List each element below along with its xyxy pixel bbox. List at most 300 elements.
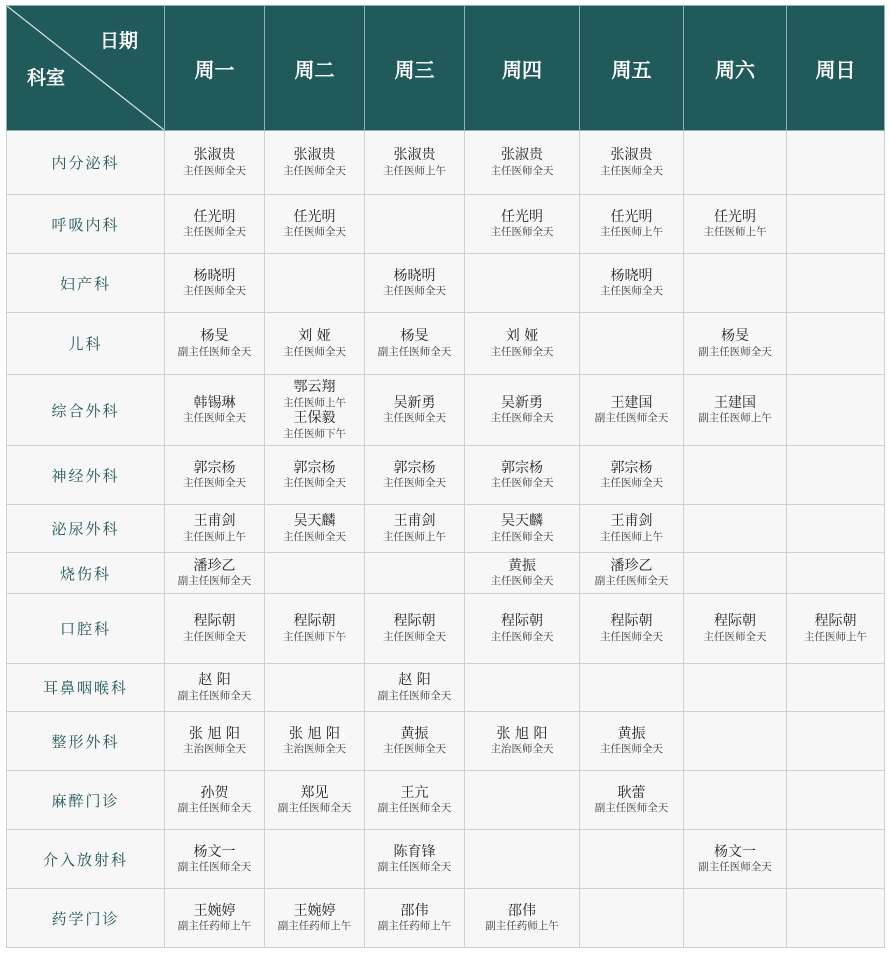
doctor-name: 赵 阳 — [198, 672, 231, 689]
doctor-name: 王建国 — [714, 394, 756, 411]
doctor-title-shift: 主任医师全天 — [383, 285, 446, 298]
doctor-title-shift: 副主任医师全天 — [594, 802, 669, 815]
doctor-name: 黄振 — [400, 725, 429, 742]
doctor-title-shift: 副主任医师全天 — [594, 412, 669, 425]
day-header-thu: 周四 — [465, 6, 580, 131]
doctor-title-shift: 副主任医师全天 — [277, 802, 352, 815]
schedule-cell — [580, 664, 684, 712]
schedule-cell — [787, 594, 885, 664]
doctor-name: 杨旻 — [400, 328, 429, 345]
day-header-mon: 周一 — [165, 6, 265, 131]
doctor-entry — [684, 328, 786, 359]
department-cell: 神经外科 — [7, 446, 165, 505]
date-axis-label: 日期 — [99, 30, 138, 52]
doctor-name: 程际朝 — [501, 613, 543, 630]
doctor-title-shift: 主任医师全天 — [383, 412, 446, 425]
schedule-cell — [465, 771, 580, 830]
doctor-name: 任光明 — [293, 208, 336, 225]
doctor-entry — [265, 785, 364, 816]
doctor-entry — [365, 613, 464, 644]
table-row — [7, 254, 885, 313]
doctor-name: 孙贺 — [200, 784, 229, 801]
doctor-entry — [684, 395, 786, 426]
schedule-cell — [165, 553, 265, 594]
department-cell: 药学门诊 — [7, 889, 165, 948]
doctor-name: 吴新勇 — [501, 394, 543, 411]
schedule-cell — [580, 254, 684, 313]
doctor-name: 张淑贵 — [293, 147, 336, 164]
schedule-cell — [265, 446, 365, 505]
doctor-name: 杨文一 — [193, 843, 236, 860]
doctor-entry — [465, 558, 579, 589]
schedule-cell — [465, 375, 580, 446]
schedule-cell — [684, 254, 787, 313]
department-cell: 口腔科 — [7, 594, 165, 664]
schedule-cell — [165, 131, 265, 195]
doctor-entry — [365, 903, 464, 934]
schedule-cell — [365, 830, 465, 889]
schedule-cell — [365, 594, 465, 664]
schedule-cell — [465, 446, 580, 505]
department-cell: 泌尿外科 — [7, 505, 165, 553]
doctor-title-shift: 副主任医师上午 — [698, 412, 772, 425]
doctor-name: 陈育锋 — [393, 843, 436, 860]
doctor-name: 王建国 — [610, 394, 653, 411]
doctor-entry — [165, 513, 264, 544]
doctor-title-shift: 主任医师全天 — [600, 630, 663, 643]
doctor-title-shift: 副主任医师全天 — [177, 861, 252, 874]
doctor-entry — [365, 726, 464, 757]
doctor-entry — [465, 395, 579, 426]
doctor-title-shift: 副主任医师全天 — [594, 575, 669, 588]
doctor-name: 张 旭 阳 — [189, 725, 240, 742]
schedule-cell — [165, 771, 265, 830]
doctor-name: 吴天麟 — [293, 513, 336, 530]
schedule-cell — [165, 889, 265, 948]
doctor-name: 程际朝 — [814, 613, 857, 630]
schedule-cell — [465, 830, 580, 889]
schedule-cell — [165, 375, 265, 446]
doctor-entry — [365, 328, 464, 359]
doctor-entry — [165, 558, 264, 589]
doctor-title-shift: 副主任医师全天 — [698, 861, 772, 874]
doctor-name: 郭宗杨 — [501, 459, 543, 476]
doctor-name: 张 旭 阳 — [496, 725, 548, 742]
doctor-name: 郭宗杨 — [610, 459, 653, 476]
doctor-entry — [265, 460, 364, 491]
schedule-cell — [365, 195, 465, 254]
doctor-entry — [365, 513, 464, 544]
schedule-cell — [787, 254, 885, 313]
schedule-cell — [365, 131, 465, 195]
doctor-name: 程际朝 — [293, 613, 336, 630]
department-cell: 烧伤科 — [7, 553, 165, 594]
department-cell: 内分泌科 — [7, 131, 165, 195]
department-cell: 整形外科 — [7, 712, 165, 771]
doctor-title-shift: 主任医师全天 — [490, 345, 554, 358]
doctor-title-shift: 主任医师上午 — [183, 530, 246, 543]
schedule-cell — [165, 712, 265, 771]
doctor-name: 程际朝 — [610, 613, 653, 630]
table-row — [7, 313, 885, 375]
department-cell: 妇产科 — [7, 254, 165, 313]
doctor-title-shift: 主任医师全天 — [490, 164, 554, 177]
schedule-cell — [265, 505, 365, 553]
doctor-entry — [465, 460, 579, 491]
schedule-cell — [684, 664, 787, 712]
schedule-cell — [365, 254, 465, 313]
doctor-title-shift: 主任医师全天 — [490, 412, 554, 425]
doctor-entry — [365, 268, 464, 299]
doctor-name: 王保毅 — [293, 410, 336, 426]
schedule-cell — [684, 195, 787, 254]
doctor-name: 潘珍乙 — [193, 557, 236, 574]
schedule-cell — [787, 446, 885, 505]
schedule-cell — [684, 889, 787, 948]
doctor-entry — [580, 460, 683, 491]
doctor-title-shift: 主任医师上午 — [283, 396, 346, 409]
doctor-title-shift: 主任医师上午 — [600, 530, 663, 543]
doctor-name: 任光明 — [610, 208, 653, 225]
doctor-entry — [787, 613, 884, 644]
schedule-cell — [365, 553, 465, 594]
doctor-entry — [580, 726, 683, 757]
doctor-title-shift: 主任医师全天 — [183, 164, 246, 177]
schedule-cell — [165, 195, 265, 254]
doctor-name: 任光明 — [714, 208, 756, 225]
doctor-title-shift: 副主任医师全天 — [377, 802, 452, 815]
schedule-cell — [365, 446, 465, 505]
department-axis-label: 科室 — [27, 67, 66, 89]
department-cell: 呼吸内科 — [7, 195, 165, 254]
doctor-entry — [465, 513, 579, 544]
doctor-title-shift: 副主任医师全天 — [177, 345, 252, 358]
doctor-name: 刘 娅 — [298, 328, 331, 345]
doctor-title-shift: 主任医师全天 — [600, 164, 663, 177]
doctor-entry — [265, 147, 364, 178]
department-cell: 儿科 — [7, 313, 165, 375]
doctor-entry — [465, 147, 579, 178]
schedule-cell — [580, 195, 684, 254]
schedule-cell — [465, 131, 580, 195]
doctor-title-shift: 主任医师全天 — [490, 226, 554, 239]
doctor-entry — [580, 785, 683, 816]
doctor-title-shift: 主任医师全天 — [703, 630, 767, 643]
doctor-entry — [365, 672, 464, 703]
doctor-entry — [165, 268, 264, 299]
schedule-cell — [684, 594, 787, 664]
doctor-title-shift: 副主任药师上午 — [177, 920, 252, 933]
doctor-entry — [580, 558, 683, 589]
doctor-name: 杨晓明 — [610, 267, 653, 284]
doctor-title-shift: 副主任医师全天 — [698, 345, 772, 358]
schedule-cell — [787, 830, 885, 889]
doctor-name: 张淑贵 — [393, 147, 436, 164]
doctor-entry — [265, 513, 364, 544]
schedule-cell — [684, 830, 787, 889]
doctor-entry — [684, 844, 786, 875]
schedule-cell — [265, 375, 365, 446]
schedule-cell — [165, 830, 265, 889]
schedule-cell — [365, 505, 465, 553]
doctor-name: 任光明 — [501, 208, 543, 225]
doctor-entry — [580, 513, 683, 544]
schedule-cell — [265, 712, 365, 771]
schedule-cell — [684, 313, 787, 375]
doctor-entry — [165, 785, 264, 816]
schedule-cell — [365, 664, 465, 712]
day-header-tue: 周二 — [265, 6, 365, 131]
table-row — [7, 664, 885, 712]
doctor-entry — [580, 395, 683, 426]
doctor-name: 郭宗杨 — [393, 459, 436, 476]
doctor-title-shift: 主任医师全天 — [183, 412, 246, 425]
schedule-cell — [165, 594, 265, 664]
schedule-cell — [684, 712, 787, 771]
doctor-entry — [465, 726, 579, 757]
doctor-entry — [365, 785, 464, 816]
department-cell: 综合外科 — [7, 375, 165, 446]
doctor-entry — [265, 726, 364, 757]
doctor-title-shift: 主任医师下午 — [283, 630, 346, 643]
schedule-cell — [580, 446, 684, 505]
schedule-cell — [465, 313, 580, 375]
doctor-name: 张淑贵 — [501, 147, 543, 164]
doctor-name: 鄂云翔 — [293, 379, 336, 396]
doctor-name: 杨旻 — [200, 328, 229, 345]
doctor-entry — [684, 613, 786, 644]
schedule-cell — [787, 553, 885, 594]
schedule-cell — [787, 131, 885, 195]
doctor-name: 张淑贵 — [193, 147, 236, 164]
doctor-name: 王婉婷 — [293, 902, 336, 919]
schedule-cell — [465, 553, 580, 594]
doctor-title-shift: 主任医师上午 — [703, 226, 767, 239]
doctor-name: 黄振 — [508, 557, 536, 574]
doctor-entry — [165, 844, 264, 875]
table-row — [7, 505, 885, 553]
schedule-cell — [165, 446, 265, 505]
schedule-cell — [265, 131, 365, 195]
schedule-cell — [684, 505, 787, 553]
doctor-title-shift: 主任医师全天 — [283, 477, 346, 490]
schedule-cell — [580, 889, 684, 948]
doctor-title-shift: 主任医师下午 — [283, 427, 346, 440]
schedule-cell — [265, 553, 365, 594]
table-row — [7, 889, 885, 948]
schedule-cell — [684, 553, 787, 594]
schedule-cell — [465, 594, 580, 664]
schedule-cell — [265, 889, 365, 948]
schedule-cell — [684, 446, 787, 505]
doctor-entry — [165, 209, 264, 240]
doctor-name: 程际朝 — [714, 613, 756, 630]
schedule-cell — [580, 594, 684, 664]
doctor-entry — [465, 613, 579, 644]
doctor-entry — [165, 613, 264, 644]
doctor-entry — [365, 395, 464, 426]
table-row — [7, 446, 885, 505]
doctor-title-shift: 主任医师全天 — [600, 285, 663, 298]
doctor-entry — [580, 268, 683, 299]
doctor-title-shift: 主任医师全天 — [183, 226, 246, 239]
doctor-title-shift: 主任医师全天 — [283, 226, 346, 239]
doctor-title-shift: 主任医师全天 — [283, 345, 346, 358]
doctor-name: 王亢 — [400, 784, 429, 801]
schedule-cell — [265, 830, 365, 889]
schedule-cell — [580, 830, 684, 889]
department-cell: 耳鼻咽喉科 — [7, 664, 165, 712]
doctor-name: 黄振 — [617, 725, 646, 742]
schedule-cell — [684, 375, 787, 446]
doctor-name: 王甫剑 — [610, 513, 653, 530]
doctor-entry — [580, 613, 683, 644]
schedule-cell — [787, 712, 885, 771]
schedule-cell — [580, 771, 684, 830]
doctor-title-shift: 主任医师上午 — [383, 164, 446, 177]
schedule-cell — [787, 771, 885, 830]
doctor-entry — [165, 672, 264, 703]
schedule-cell — [165, 664, 265, 712]
doctor-title-shift: 主治医师全天 — [283, 743, 346, 756]
doctor-title-shift: 主任医师全天 — [490, 477, 554, 490]
doctor-title-shift: 主任医师全天 — [490, 530, 554, 543]
doctor-entry — [265, 209, 364, 240]
schedule-cell — [787, 505, 885, 553]
doctor-name: 王甫剑 — [393, 513, 436, 530]
schedule-cell — [787, 664, 885, 712]
doctor-name: 郭宗杨 — [193, 459, 236, 476]
schedule-cell — [787, 313, 885, 375]
doctor-name: 赵 阳 — [398, 672, 431, 689]
schedule-cell — [365, 712, 465, 771]
doctor-entry — [365, 460, 464, 491]
doctor-title-shift: 副主任药师上午 — [277, 920, 352, 933]
schedule-cell — [465, 254, 580, 313]
schedule-cell — [465, 195, 580, 254]
schedule-cell — [787, 375, 885, 446]
doctor-title-shift: 主任医师全天 — [183, 285, 246, 298]
doctor-entry — [365, 844, 464, 875]
doctor-name: 韩锡琳 — [193, 394, 236, 411]
doctor-name: 程际朝 — [193, 613, 236, 630]
doctor-name: 王婉婷 — [193, 902, 236, 919]
table-row — [7, 553, 885, 594]
doctor-entry — [165, 903, 264, 934]
doctor-name: 刘 娅 — [505, 328, 539, 345]
table-row — [7, 375, 885, 446]
doctor-entry — [265, 903, 364, 934]
schedule-cell — [787, 195, 885, 254]
schedule-cell — [465, 712, 580, 771]
doctor-name: 郭宗杨 — [293, 459, 336, 476]
corner-header-cell — [7, 6, 165, 131]
schedule-cell — [165, 254, 265, 313]
doctor-name: 吴新勇 — [393, 394, 436, 411]
doctor-entry — [265, 379, 364, 410]
doctor-title-shift: 副主任医师全天 — [177, 575, 252, 588]
schedule-cell — [465, 505, 580, 553]
doctor-title-shift: 主任医师全天 — [183, 477, 246, 490]
doctor-title-shift: 主任医师全天 — [183, 630, 246, 643]
doctor-title-shift: 主任医师全天 — [383, 743, 446, 756]
doctor-name: 郑见 — [300, 784, 329, 801]
schedule-cell — [165, 313, 265, 375]
doctor-title-shift: 副主任医师全天 — [377, 861, 452, 874]
department-cell: 麻醉门诊 — [7, 771, 165, 830]
doctor-name: 杨文一 — [714, 843, 756, 860]
doctor-entry — [465, 209, 579, 240]
doctor-entry — [165, 395, 264, 426]
doctor-title-shift: 副主任医师全天 — [377, 345, 452, 358]
doctor-entry — [165, 147, 264, 178]
schedule-cell — [465, 889, 580, 948]
doctor-title-shift: 主任医师全天 — [283, 530, 346, 543]
doctor-title-shift: 主任医师全天 — [490, 575, 554, 588]
schedule-table — [6, 5, 885, 948]
doctor-title-shift: 主任医师上午 — [804, 630, 867, 643]
doctor-title-shift: 主任医师全天 — [600, 743, 663, 756]
schedule-cell — [684, 131, 787, 195]
doctor-entry — [580, 147, 683, 178]
schedule-cell — [465, 664, 580, 712]
doctor-entry — [265, 613, 364, 644]
doctor-entry — [580, 209, 683, 240]
schedule-cell — [365, 313, 465, 375]
doctor-title-shift: 主任医师全天 — [383, 477, 446, 490]
doctor-title-shift: 主任医师上午 — [600, 226, 663, 239]
table-row — [7, 771, 885, 830]
table-row — [7, 195, 885, 254]
doctor-title-shift: 主任医师全天 — [490, 630, 554, 643]
doctor-name: 杨晓明 — [393, 267, 436, 284]
doctor-entry — [465, 903, 579, 934]
doctor-name: 张 旭 阳 — [289, 725, 340, 742]
doctor-title-shift: 副主任医师全天 — [177, 689, 252, 702]
schedule-cell — [265, 254, 365, 313]
doctor-name: 任光明 — [193, 208, 236, 225]
schedule-cell — [787, 889, 885, 948]
schedule-cell — [265, 594, 365, 664]
department-cell: 介入放射科 — [7, 830, 165, 889]
doctor-entry — [165, 328, 264, 359]
doctor-name: 耿蕾 — [617, 784, 646, 801]
table-row — [7, 712, 885, 771]
doctor-name: 潘珍乙 — [610, 557, 653, 574]
day-header-fri: 周五 — [580, 6, 684, 131]
schedule-cell — [265, 771, 365, 830]
doctor-title-shift: 主任医师上午 — [383, 530, 446, 543]
doctor-title-shift: 主任医师全天 — [600, 477, 663, 490]
doctor-title-shift: 主任医师全天 — [383, 630, 446, 643]
schedule-cell — [365, 375, 465, 446]
schedule-cell — [580, 313, 684, 375]
doctor-entry — [165, 726, 264, 757]
table-row — [7, 830, 885, 889]
doctor-entry — [465, 328, 579, 359]
schedule-cell — [265, 664, 365, 712]
doctor-name: 杨晓明 — [193, 267, 236, 284]
schedule-cell — [580, 553, 684, 594]
doctor-name: 吴天麟 — [501, 513, 543, 530]
header-row — [7, 6, 885, 131]
schedule-cell — [580, 505, 684, 553]
doctor-name: 程际朝 — [393, 613, 436, 630]
schedule-cell — [684, 771, 787, 830]
table-row — [7, 594, 885, 664]
doctor-entry — [265, 328, 364, 359]
doctor-name: 邵伟 — [400, 902, 429, 919]
